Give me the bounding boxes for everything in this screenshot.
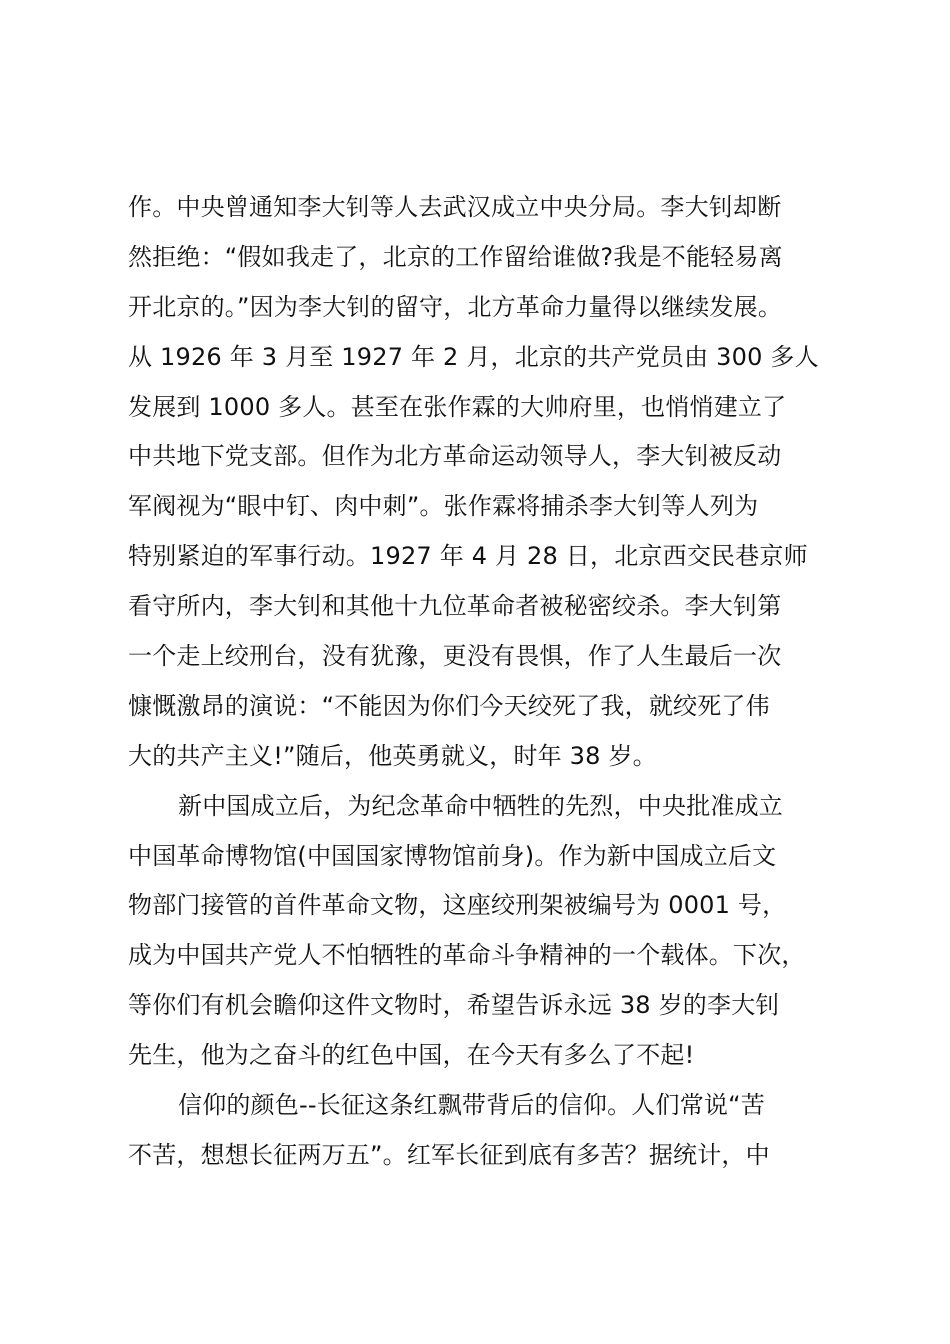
text-line: 看守所内，李大钊和其他十九位革命者被秘密绞杀。李大钊第: [128, 592, 782, 621]
text-line: 从 1926 年 3 月至 1927 年 2 月，北京的共产党员由 300 多人: [128, 342, 819, 371]
text-line: 不苦，想想长征两万五”。红军长征到底有多苦？据统计，中: [128, 1140, 770, 1169]
paragraph-start-line: 信仰的颜色--长征这条红飘带背后的信仰。人们常说“苦: [178, 1091, 765, 1120]
text-line: 物部门接管的首件革命文物，这座绞刑架被编号为 0001 号，: [128, 891, 787, 920]
text-line: 特别紧迫的军事行动。1927 年 4 月 28 日，北京西交民巷京师: [128, 542, 808, 571]
text-line: 开北京的。”因为李大钊的留守，北方革命力量得以继续发展。: [128, 292, 783, 321]
text-line: 成为中国共产党人不怕牺牲的革命斗争精神的一个载体。下次，: [128, 941, 806, 970]
paragraph-start-line: 新中国成立后，为纪念革命中牺牲的先烈，中央批准成立: [178, 791, 783, 820]
text-line: 中共地下党支部。但作为北方革命运动领导人，李大钊被反动: [128, 442, 782, 471]
text-line: 中国革命博物馆(中国国家博物馆前身)。作为新中国成立后文: [128, 841, 777, 870]
text-line: 作。中央曾通知李大钊等人去武汉成立中央分局。李大钊却断: [128, 193, 782, 221]
text-line: 发展到 1000 多人。甚至在张作霖的大帅府里，也悄悄建立了: [128, 392, 787, 421]
text-line: 先生，他为之奋斗的红色中国，在今天有多么了不起!: [128, 1041, 695, 1070]
body-text: [128, 183, 868, 1181]
text-line: 慷慨激昂的演说：“不能因为你们今天绞死了我，就绞死了伟: [128, 691, 770, 720]
text-line: 军阀视为“眼中钉、肉中刺”。张作霖将捕杀李大钊等人列为: [128, 492, 759, 521]
text-line: 一个走上绞刑台，没有犹豫，更没有畏惧，作了人生最后一次: [128, 642, 782, 671]
text-line: 等你们有机会瞻仰这件文物时，希望告诉永远 38 岁的李大钊: [128, 991, 780, 1020]
text-line: 然拒绝：“假如我走了，北京的工作留给谁做?我是不能轻易离: [128, 242, 783, 271]
text-line: 大的共产主义!”随后，他英勇就义，时年 38 岁。: [128, 741, 657, 770]
